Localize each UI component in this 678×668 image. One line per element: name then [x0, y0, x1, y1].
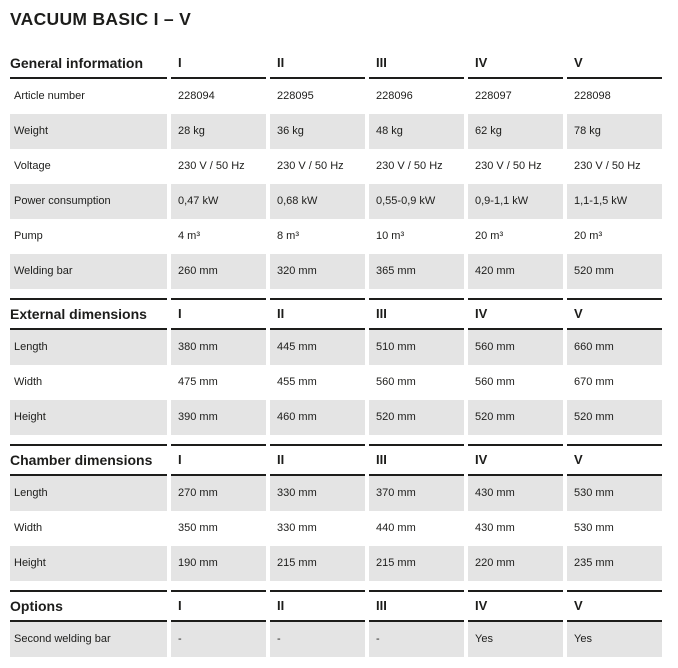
section-external-dimensions	[10, 298, 662, 435]
spec-table	[10, 49, 662, 657]
cell-value: 660 mm	[567, 330, 662, 365]
cell-value: 475 mm	[178, 376, 218, 388]
section-title: Options	[10, 590, 167, 622]
row-label: Voltage	[14, 160, 51, 172]
row-label: Article number	[14, 90, 85, 102]
cell-value: 350 mm	[178, 522, 218, 534]
cell-value: 520 mm	[567, 400, 662, 435]
cell-value: 370 mm	[369, 476, 464, 511]
cell-value: 560 mm	[475, 376, 515, 388]
cell-value: 20 m³	[475, 230, 504, 242]
cell-value: 320 mm	[270, 254, 365, 289]
section-title: General information	[10, 49, 167, 79]
cell-value: 8 m³	[277, 230, 299, 242]
cell-value: 260 mm	[171, 254, 266, 289]
column-header-iii: III	[369, 590, 464, 622]
cell-value: 460 mm	[270, 400, 365, 435]
column-header-v: V	[567, 49, 662, 79]
cell-value: 420 mm	[468, 254, 563, 289]
cell-value: 0,47 kW	[171, 184, 266, 219]
row-label: Height	[10, 546, 167, 581]
cell-value: 4 m³	[178, 230, 200, 242]
row-label: Power consumption	[10, 184, 167, 219]
cell-value: 445 mm	[270, 330, 365, 365]
cell-value: 228097	[475, 90, 512, 102]
row-label: Weight	[10, 114, 167, 149]
cell-value: 48 kg	[369, 114, 464, 149]
column-header-v: V	[567, 590, 662, 622]
cell-value: 20 m³	[574, 230, 603, 242]
cell-value: 10 m³	[376, 230, 405, 242]
cell-value: 560 mm	[468, 330, 563, 365]
column-header-i: I	[171, 590, 266, 622]
column-header-v: V	[567, 444, 662, 476]
row-label: Welding bar	[10, 254, 167, 289]
cell-value: 380 mm	[171, 330, 266, 365]
cell-value: 365 mm	[369, 254, 464, 289]
column-header-ii: II	[270, 590, 365, 622]
cell-value: 230 V / 50 Hz	[178, 160, 245, 172]
cell-value: 440 mm	[376, 522, 416, 534]
cell-value: 530 mm	[574, 522, 614, 534]
cell-value: 235 mm	[567, 546, 662, 581]
cell-value: 78 kg	[567, 114, 662, 149]
cell-value: 1,1-1,5 kW	[567, 184, 662, 219]
cell-value: 215 mm	[270, 546, 365, 581]
section-options	[10, 590, 662, 657]
cell-value: 0,9-1,1 kW	[468, 184, 563, 219]
cell-value: 228095	[277, 90, 314, 102]
cell-value: 455 mm	[277, 376, 317, 388]
cell-value: 0,68 kW	[270, 184, 365, 219]
cell-value: -	[171, 622, 266, 657]
table-row	[10, 149, 662, 184]
section-title: Chamber dimensions	[10, 444, 167, 476]
cell-value: 520 mm	[468, 400, 563, 435]
cell-value: 230 V / 50 Hz	[376, 160, 443, 172]
column-header-i: I	[171, 298, 266, 330]
table-row	[10, 254, 662, 289]
table-row	[10, 622, 662, 657]
table-row	[10, 330, 662, 365]
row-label: Length	[10, 330, 167, 365]
table-row	[10, 114, 662, 149]
cell-value: 0,55-0,9 kW	[369, 184, 464, 219]
row-label: Width	[14, 522, 43, 534]
table-row	[10, 400, 662, 435]
section-chamber-dimensions	[10, 444, 662, 581]
cell-value: 520 mm	[567, 254, 662, 289]
column-header-iv: IV	[468, 49, 563, 79]
section-header-row	[10, 590, 662, 622]
cell-value: 228094	[178, 90, 215, 102]
column-header-iii: III	[369, 444, 464, 476]
cell-value: 270 mm	[171, 476, 266, 511]
table-row	[10, 184, 662, 219]
column-header-iii: III	[369, 298, 464, 330]
cell-value: 330 mm	[277, 522, 317, 534]
cell-value: -	[369, 622, 464, 657]
column-header-i: I	[171, 49, 266, 79]
section-header-row	[10, 298, 662, 330]
cell-value: 510 mm	[369, 330, 464, 365]
column-header-ii: II	[270, 298, 365, 330]
column-header-ii: II	[270, 49, 365, 79]
cell-value: 220 mm	[468, 546, 563, 581]
cell-value: -	[270, 622, 365, 657]
cell-value: 530 mm	[567, 476, 662, 511]
cell-value: 28 kg	[171, 114, 266, 149]
table-row	[10, 511, 662, 546]
cell-value: 228098	[574, 90, 611, 102]
cell-value: 36 kg	[270, 114, 365, 149]
cell-value: 670 mm	[574, 376, 614, 388]
section-header-row	[10, 49, 662, 79]
section-general-information	[10, 49, 662, 289]
cell-value: 228096	[376, 90, 413, 102]
row-label: Pump	[14, 230, 43, 242]
row-label: Width	[14, 376, 43, 388]
cell-value: 190 mm	[171, 546, 266, 581]
table-row	[10, 219, 662, 254]
cell-value: 560 mm	[376, 376, 416, 388]
cell-value: 390 mm	[171, 400, 266, 435]
column-header-v: V	[567, 298, 662, 330]
cell-value: 215 mm	[369, 546, 464, 581]
cell-value: Yes	[468, 622, 563, 657]
column-header-i: I	[171, 444, 266, 476]
row-label: Second welding bar	[10, 622, 167, 657]
row-label: Height	[10, 400, 167, 435]
table-row	[10, 546, 662, 581]
cell-value: 330 mm	[270, 476, 365, 511]
column-header-iii: III	[369, 49, 464, 79]
table-row	[10, 476, 662, 511]
page-title: VACUUM BASIC I – V	[10, 9, 192, 29]
cell-value: 430 mm	[468, 476, 563, 511]
column-header-iv: IV	[468, 298, 563, 330]
cell-value: 62 kg	[468, 114, 563, 149]
row-label: Length	[10, 476, 167, 511]
table-row	[10, 79, 662, 114]
section-header-row	[10, 444, 662, 476]
column-header-iv: IV	[468, 590, 563, 622]
cell-value: 520 mm	[369, 400, 464, 435]
cell-value: Yes	[567, 622, 662, 657]
cell-value: 430 mm	[475, 522, 515, 534]
column-header-iv: IV	[468, 444, 563, 476]
cell-value: 230 V / 50 Hz	[574, 160, 641, 172]
cell-value: 230 V / 50 Hz	[475, 160, 542, 172]
section-title: External dimensions	[10, 298, 167, 330]
table-row	[10, 365, 662, 400]
cell-value: 230 V / 50 Hz	[277, 160, 344, 172]
column-header-ii: II	[270, 444, 365, 476]
